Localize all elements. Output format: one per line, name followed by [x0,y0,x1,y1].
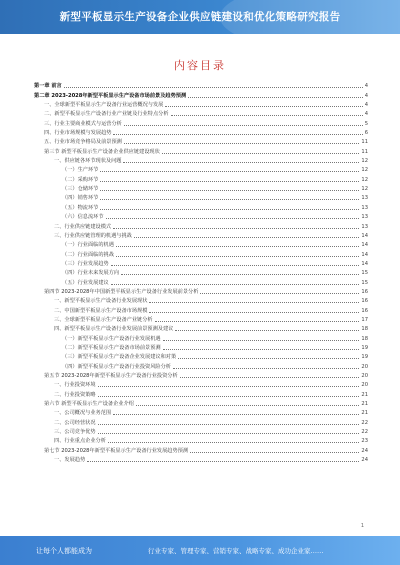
toc-entry[interactable] [34,454,368,463]
toc-leader-dots [116,251,360,257]
toc-entry-label: （三）新型平板显示生产设备企业发展建议和对策 [62,354,177,361]
footer-banner [0,536,400,565]
header-banner [0,0,400,34]
toc-entry[interactable] [34,136,368,145]
report-title: 新型平板显示生产设备企业供应链建设和优化策略研究报告 [59,11,341,23]
toc-entry[interactable] [34,379,368,388]
toc-leader-dots [98,381,360,387]
toc-entry-page: 18 [361,335,368,342]
toc-entry-label: （三）仓储环节 [62,186,99,193]
toc-entry[interactable] [34,323,368,332]
toc-entry-label: 三、行业主要商业模式与运营分析 [44,120,122,127]
toc-entry-label: 第四节 2023-2028年中国新型平板显示生产设备行业发展前景分析 [44,288,199,295]
toc-entry[interactable] [34,127,368,136]
toc-leader-dots [136,400,360,406]
toc-entry-page: 12 [361,167,368,174]
toc-leader-dots [188,92,363,98]
toc-entry-label: 一、新型平板显示生产设备行业发展现状 [54,298,148,305]
toc-entry-label: 二、行业投资策略 [54,391,96,398]
toc-entry-label: 三、全球新型平板显示生产设备产业链分析 [54,316,153,323]
toc-leader-dots [100,185,359,191]
toc-entry-page: 16 [361,298,368,305]
toc-entry-label: 二、行业供应链建设模式 [54,223,112,230]
toc-entry[interactable] [34,276,368,285]
toc-entry[interactable] [34,248,368,257]
toc-entry-label: （一）生产环节 [62,167,99,174]
toc-leader-dots [163,335,360,341]
toc-entry-page: 12 [361,186,368,193]
toc-entry-page: 14 [361,232,368,239]
toc-entry-page: 15 [361,270,368,277]
toc-entry-label: 五、行业市场竞争格局及前景预测 [44,139,122,146]
toc-leader-dots [124,138,360,144]
toc-entry-label: （三）行业发展趋势 [62,260,109,267]
toc-entry-label: 三、公司竞争优势 [54,429,96,436]
toc-entry-page: 24 [361,457,368,464]
toc-entry-page: 12 [361,158,368,165]
toc-entry[interactable] [34,145,368,154]
toc-entry[interactable] [34,398,368,407]
toc-leader-dots [149,297,359,303]
toc-leader-dots [175,325,359,331]
toc-entry-label: 一、公司概况与业务范围 [54,410,112,417]
toc-entry[interactable] [34,342,368,351]
toc-leader-dots [108,437,360,443]
toc-entry[interactable] [34,99,368,108]
toc-entry[interactable] [34,370,368,379]
toc-heading: 内容目录 [174,59,226,72]
toc-leader-dots [163,344,360,350]
toc-entry-page: 14 [361,251,368,258]
toc-leader-dots [200,288,359,294]
toc-entry-label: （一）行业面临的机遇 [62,242,114,249]
toc-leader-dots [173,363,359,369]
toc-entry-label: 第二章 2023-2028年新型平板显示生产设备市场前景及趋势预测 [34,92,187,99]
toc-entry-label: （六）信息流环节 [62,214,104,221]
toc-entry[interactable] [34,183,368,192]
toc-entry[interactable] [34,258,368,267]
toc-entry[interactable] [34,201,368,210]
toc-leader-dots [178,353,359,359]
toc-entry-label: （二）采购环节 [62,176,99,183]
toc-entry-label: （五）物流环节 [62,204,99,211]
toc-entry[interactable] [34,407,368,416]
toc-entry-label: （二）新型平板显示生产设备市场前景预测 [62,344,161,351]
toc-entry-label: （二）行业面临的挑战 [62,251,114,258]
toc-leader-dots [100,204,359,210]
toc-entry[interactable] [34,435,368,444]
toc-leader-dots [171,110,363,116]
toc-entry-label: （五）行业发展建议 [62,279,109,286]
toc-entry[interactable] [34,80,368,89]
toc-leader-dots [116,241,360,247]
toc-entry-page: 17 [361,316,368,323]
toc-entry-page: 21 [361,401,368,408]
toc-leader-dots [98,428,360,434]
toc-entry-page: 21 [361,391,368,398]
toc-entry[interactable] [34,89,368,98]
toc-entry-label: 一、行业投资环境 [54,382,96,389]
toc-entry-page: 4 [364,83,368,90]
toc-entry-page: 6 [364,130,368,137]
toc-entry-page: 22 [361,419,368,426]
toc-entry[interactable] [34,164,368,173]
toc-entry-page: 15 [361,279,368,286]
toc-leader-dots [64,82,363,88]
toc-entry-label: 第五节 2023-2028年新型平板显示生产设备行业投资分析 [44,373,178,379]
toc-entry-page: 5 [364,120,368,127]
toc-entry[interactable] [34,426,368,435]
toc-entry-label: 二、公司经营状况 [54,419,96,426]
toc-entry-page: 16 [361,288,368,295]
footer-slogan-left: 让每个人都能成为 [36,547,92,555]
toc-entry-label: （四）行业未来发展方向 [62,270,120,277]
toc-entry[interactable] [34,267,368,276]
toc-leader-dots [106,213,360,219]
toc-entry-page: 14 [361,260,368,267]
toc-entry-label: 二、新型平板显示生产设备行业产业链及行业特点分析 [44,111,169,118]
toc-leader-dots [155,316,360,322]
toc-entry-page: 20 [361,382,368,389]
toc-leader-dots [98,419,360,425]
toc-leader-dots [100,176,359,182]
toc-entry-page: 11 [361,139,368,146]
toc-entry-page: 4 [364,92,368,99]
footer-slogan-right: 行业专家、管理专家、营销专家、战略专家、成功企业家…… [148,547,324,555]
toc-entry-label: （四）新型平板显示生产设备行业投资风险分析 [62,363,171,370]
toc-leader-dots [100,166,359,172]
toc-leader-dots [190,447,359,453]
toc-entry-page: 22 [361,429,368,436]
toc-entry-page: 13 [361,223,368,230]
toc-entry-label: 四、行业市场规模与发展趋势 [44,130,112,137]
toc-entry[interactable] [34,304,368,313]
toc-entry-page: 12 [361,176,368,183]
toc-leader-dots [111,279,360,285]
toc-entry-label: 第一章 前言 [34,83,62,90]
toc-entry-page: 18 [361,326,368,333]
toc-entry-page: 13 [361,195,368,202]
toc-entry-label: 一、供应链各环节现状及问题 [54,158,122,165]
toc-leader-dots [123,157,359,163]
toc-leader-dots [111,260,360,266]
toc-entry-label: （四）销售环节 [62,195,99,202]
toc-entry-page: 24 [361,447,368,454]
page-number: 1 [360,523,364,529]
toc-entry[interactable] [34,220,368,229]
toc-leader-dots [113,409,359,415]
toc-entry-label: （一）新型平板显示生产设备行业发展机遇 [62,335,161,342]
table-of-contents [34,80,368,463]
toc-entry-page: 14 [361,242,368,249]
toc-entry-label: 第七节 2023-2028年新型平板显示生产设备行业发展趋势预测 [44,447,189,454]
toc-entry-page: 13 [361,204,368,211]
toc-entry[interactable] [34,155,368,164]
toc-leader-dots [98,391,360,397]
toc-leader-dots [100,194,359,200]
toc-entry[interactable] [34,351,368,360]
toc-entry-label: 一、发展趋势 [54,457,86,464]
toc-entry-label: 第三节 新型平板显示生产设备企业供应链建设现状 [44,148,160,155]
toc-leader-dots [113,223,359,229]
toc-entry[interactable] [34,360,368,369]
toc-leader-dots [87,456,359,462]
toc-leader-dots [149,307,359,313]
toc-entry[interactable] [34,314,368,323]
toc-entry-page: 23 [361,438,368,445]
toc-entry[interactable] [34,286,368,295]
toc-entry-label: 二、中国新型平板显示生产设备市场规模 [54,307,148,314]
toc-entry[interactable] [34,117,368,126]
toc-entry-label: 第六节 新型平板显示生产设备企业介绍 [44,401,134,408]
toc-entry-page: 16 [361,307,368,314]
toc-entry-page: 13 [361,214,368,221]
toc-entry-label: 一、全球新型平板显示生产设备行业运营概况与发展 [44,102,164,109]
toc-entry[interactable] [34,239,368,248]
toc-leader-dots [121,269,359,275]
toc-leader-dots [162,148,360,154]
toc-entry-label: 四、新型平板显示生产设备行业发展前景预测及建议 [54,326,174,333]
toc-leader-dots [113,129,362,135]
toc-entry-page: 20 [361,363,368,370]
toc-entry[interactable] [34,192,368,201]
toc-entry[interactable] [34,295,368,304]
toc-entry[interactable] [34,444,368,453]
toc-entry-label: 三、行业供应链管理的机遇与挑战 [54,232,132,239]
toc-entry-page: 21 [361,410,368,417]
toc-entry[interactable] [34,230,368,239]
toc-entry-page: 11 [361,148,368,155]
toc-leader-dots [180,372,360,378]
toc-entry[interactable] [34,108,368,117]
toc-entry[interactable] [34,388,368,397]
toc-entry[interactable] [34,332,368,341]
toc-leader-dots [134,232,360,238]
toc-entry-page: 4 [364,102,368,109]
toc-entry-page: 4 [364,111,368,118]
toc-entry[interactable] [34,211,368,220]
toc-leader-dots [124,120,363,126]
toc-entry-page: 20 [361,373,368,379]
toc-entry-page: 19 [361,344,368,351]
toc-entry-page: 19 [361,354,368,361]
toc-leader-dots [165,101,362,107]
toc-entry-label: 四、行业重点企业分析 [54,438,106,445]
toc-entry[interactable] [34,416,368,425]
toc-entry[interactable] [34,173,368,182]
